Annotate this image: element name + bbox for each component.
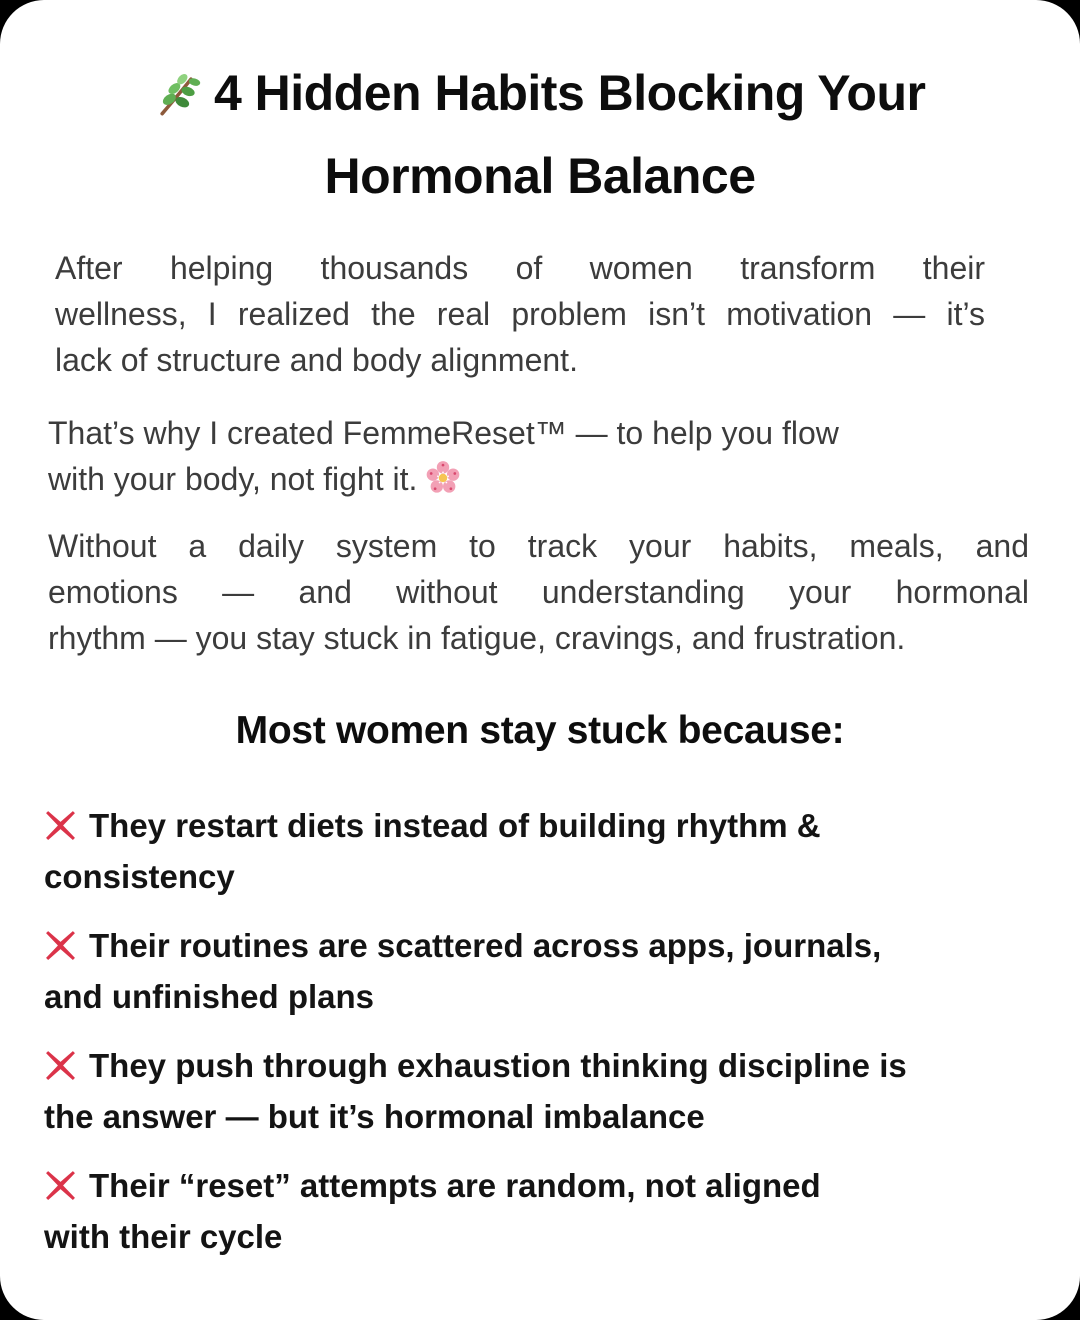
herb-icon [155, 64, 201, 139]
page-title-line-1 [0, 56, 1080, 139]
paragraph-intro [55, 245, 985, 383]
list-item-line-1 [44, 803, 1034, 854]
list-item-line-2: and unfinished plans [44, 978, 375, 1015]
paragraph-line: wellness, I realized the real problem isn’t motivation — it’s [55, 296, 985, 332]
cross-mark-icon [44, 808, 77, 854]
page-title-line-2 [0, 139, 1080, 214]
cross-mark-icon [44, 1168, 77, 1214]
cross-mark-icon [44, 1048, 77, 1094]
paragraph-line [48, 456, 978, 508]
list-item-line-1 [44, 1043, 1034, 1094]
list-item [44, 923, 1034, 1020]
list-item [44, 1043, 1034, 1140]
list-item-text: Their “reset” attempts are random, not aligned [89, 1167, 821, 1204]
list-item-text: They restart diets instead of building rhythm & [89, 807, 821, 844]
cherry-blossom-icon [425, 460, 461, 508]
list-item-line-2: the answer — but it’s hormonal imbalance [44, 1098, 705, 1135]
paragraph-femmereset [48, 410, 978, 508]
list-item-line-2: consistency [44, 858, 235, 895]
page-title [0, 56, 1080, 214]
paragraph-line: rhythm — you stay stuck in fatigue, cravings, and frustration. [48, 620, 906, 656]
paragraph-line: emotions — and without understanding your hormonal [48, 574, 1029, 610]
paragraph-line: Without a daily system to track your habits, meals, and [48, 528, 1029, 564]
list-item-text: Their routines are scattered across apps, journals, [89, 927, 882, 964]
section-heading: Most women stay stuck because: [235, 709, 845, 752]
page-title-text-2: Hormonal Balance [324, 148, 756, 204]
cross-mark-icon [44, 928, 77, 974]
list-item [44, 1163, 1034, 1260]
list-item-line-2: with their cycle [44, 1218, 283, 1255]
list-item-line-1 [44, 923, 1034, 974]
paragraph-line: That’s why I created FemmeReset™ — to help you flow [48, 415, 839, 451]
paragraph-line: lack of structure and body alignment. [55, 342, 578, 378]
stuck-reasons-list [44, 803, 1034, 1283]
paragraph-line-text: with your body, not fight it. [48, 461, 418, 497]
list-item [44, 803, 1034, 900]
paragraph-problem [48, 523, 1029, 661]
paragraph-line: After helping thousands of women transform their [55, 250, 985, 286]
page-title-text-1: 4 Hidden Habits Blocking Your [213, 65, 926, 121]
list-item-line-1 [44, 1163, 1034, 1214]
list-item-text: They push through exhaustion thinking discipline is [89, 1047, 907, 1084]
